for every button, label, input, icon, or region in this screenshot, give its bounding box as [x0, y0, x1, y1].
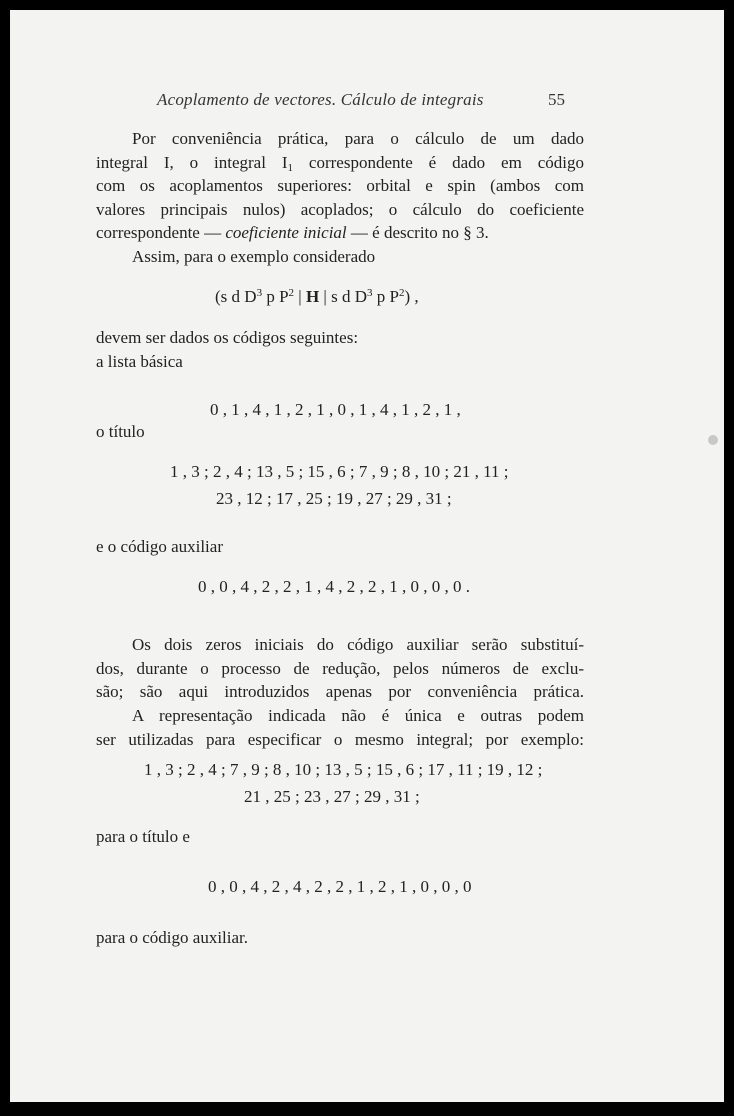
label-for-aux: para o código auxiliar.	[96, 928, 249, 947]
page-header	[10, 90, 724, 114]
paragraph-line: valores principais nulos) acoplados; o cálculo do coeficiente	[96, 199, 584, 219]
paragraph-line: são; são aqui introduzidos apenas por conveniência prática.	[96, 682, 584, 702]
paragraph-line: Por conveniência prática, para o cálculo de um dado	[132, 129, 584, 148]
formula-bracket: (s d $D^3$ p $P^2$ | H | s d $D^3$ p $P^2$) ,	[215, 287, 419, 306]
paragraph-intro	[96, 127, 584, 269]
paragraph-representation	[96, 704, 584, 751]
label-title: o título	[96, 422, 145, 441]
page-number: 55	[548, 90, 565, 109]
paragraph-line: Assim, para o exemplo considerado	[132, 246, 376, 266]
paragraph-line: integral I, o integral $I_1$ correspondente é dado em código	[96, 152, 584, 174]
paragraph-line: ser utilizadas para especificar o mesmo integral; por exemplo:	[96, 729, 584, 749]
book-page	[10, 10, 724, 1102]
title-code-line: 1 , 3 ; 2 , 4 ; 13 , 5 ; 15 , 6 ; 7 , 9 ; 8 , 10 ; 21 , 11 ;	[170, 462, 509, 481]
alt-title-code-line: 1 , 3 ; 2 , 4 ; 7 , 9 ; 8 , 10 ; 13 , 5 ; 15 , 6 ; 17 , 11 ; 19 , 12 ;	[144, 760, 543, 779]
running-title: Acoplamento de vectores. Cálculo de integrais	[157, 90, 484, 109]
title-code-line: 23 , 12 ; 17 , 25 ; 19 , 27 ; 29 , 31 ;	[216, 489, 452, 508]
paragraph-line: Os dois zeros iniciais do código auxiliar serão substituí-	[132, 635, 584, 654]
aux-code: 0 , 0 , 4 , 2 , 2 , 1 , 4 , 2 , 2 , 1 , 0 , 0 , 0 .	[198, 577, 470, 596]
paragraph-zeros	[96, 633, 584, 704]
alt-title-code-line: 21 , 25 ; 23 , 27 ; 29 , 31 ;	[244, 787, 420, 806]
basic-list-code: 0 , 1 , 4 , 1 , 2 , 1 , 0 , 1 , 4 , 1 , 2 , 1 ,	[210, 400, 461, 419]
alt-aux-code: 0 , 0 , 4 , 2 , 4 , 2 , 2 , 1 , 2 , 1 , 0 , 0 , 0	[208, 877, 472, 896]
paragraph-line: A representação indicada não é única e outras podem	[132, 706, 584, 725]
paragraph-line: com os acoplamentos superiores: orbital e spin (ambos com	[96, 176, 584, 196]
label-for-title: para o título e	[96, 827, 190, 846]
label-basic-list: a lista básica	[96, 352, 183, 371]
intro-codes: devem ser dados os códigos seguintes:	[96, 328, 359, 347]
paper-blemish	[708, 435, 718, 445]
paragraph-line: dos, durante o processo de redução, pelos números de exclu-	[96, 658, 584, 678]
label-aux-code: e o código auxiliar	[96, 537, 223, 556]
paragraph-line: correspondente — coeficiente inicial — é descrito no § 3.	[96, 223, 489, 243]
